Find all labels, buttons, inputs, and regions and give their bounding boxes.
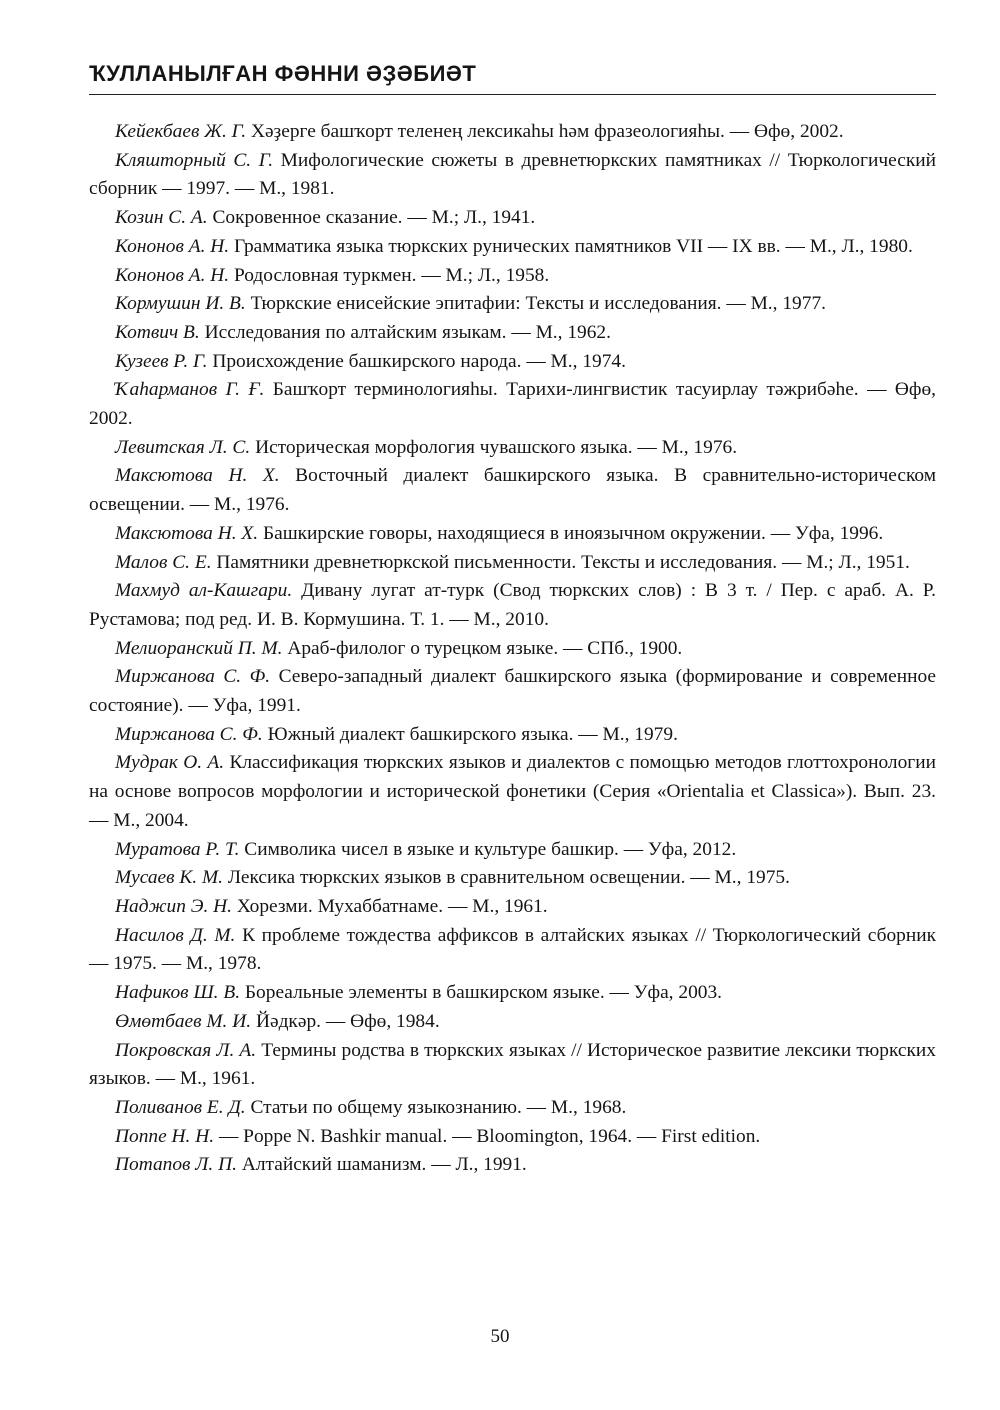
entry-text: Алтайский шаманизм. — Л., 1991.: [236, 1154, 527, 1176]
bibliography-entry: [89, 1094, 936, 1123]
entry-text: — Poppe N. Bashkir manual. — Bloomington, 1964. — First edition.: [214, 1125, 761, 1147]
entry-author: Кононов А. Н.: [115, 235, 230, 257]
bibliography-entry: [89, 118, 936, 147]
entry-text: Происхождение башкирского народа. — М., 1974.: [207, 350, 626, 372]
entry-text: Историческая морфология чувашского языка. — М., 1976.: [250, 436, 738, 458]
entry-text: Лексика тюркских языков в сравнительном освещении. — М., 1975.: [223, 867, 790, 889]
bibliography-entry: [89, 577, 936, 634]
entry-author: Козин С. А.: [115, 207, 208, 229]
entry-author: Наджип Э. Н.: [115, 895, 233, 917]
entry-text: Памятники древнетюркской письменности. Тексты и исследования. — М.; Л., 1951.: [211, 551, 910, 573]
entry-text: Башкирские говоры, находящиеся в иноязычном окружении. — Уфа, 1996.: [258, 522, 884, 544]
entry-text: Башҡорт терминологияһы. Тарихи-лингвистик тасуирлау тәжрибәһе. — Өфө, 2002.: [89, 379, 936, 430]
entry-author: Мусаев К. М.: [115, 867, 224, 889]
bibliography-entry: [89, 348, 936, 377]
bibliography-entry: [89, 204, 936, 233]
entry-text: Термины родства в тюркских языках // Историческое развитие лексики тюркских языков. — М., 1961.: [89, 1039, 937, 1090]
entry-author: Өмөтбаев М. И.: [115, 1010, 252, 1032]
entry-author: Муратова Р. Т.: [115, 838, 240, 860]
entry-author: Нафиков Ш. В.: [115, 982, 241, 1004]
bibliography-entry: [89, 434, 936, 463]
entry-text: Статьи по общему языкознанию. — М., 1968.: [245, 1096, 627, 1118]
entry-author: Мелиоранский П. М.: [115, 637, 283, 659]
bibliography-entry: [89, 635, 936, 664]
bibliography-entry: [89, 922, 936, 979]
entry-author: Кейекбаев Ж. Г.: [115, 121, 247, 142]
bibliography-entry: [89, 147, 936, 204]
entry-author: Мудрак О. А.: [115, 752, 225, 774]
bibliography-entry: [89, 1151, 936, 1180]
bibliography-entry: [89, 979, 936, 1008]
entry-author: Кононов А. Н.: [115, 264, 230, 286]
bibliography-entry: [89, 721, 936, 750]
entry-author: Миржанова С. Ф.: [115, 666, 271, 688]
entry-text: Северо-западный диалект башкирского языка (формирование и современное состояние). — Уфа, 1991.: [89, 666, 937, 717]
entry-text: Хәҙерге башҡорт теленең лексикаһы һәм фразеологияһы. — Өфө, 2002.: [246, 121, 844, 142]
entry-author: Малов С. Е.: [115, 551, 212, 573]
bibliography-entry: [89, 290, 936, 319]
entry-author: Кляшторный С. Г.: [115, 149, 274, 171]
entry-author: Потапов Л. П.: [115, 1154, 237, 1176]
entry-author: Кузеев Р. Г.: [115, 350, 208, 372]
bibliography-entry: [89, 262, 936, 291]
entry-text: Грамматика языка тюркских рунических памятников VII — IX вв. — М., Л., 1980.: [229, 235, 913, 257]
entry-author: Покровская Л. А.: [115, 1039, 257, 1061]
entry-text: Араб-филолог о турецком языке. — СПб., 1900.: [282, 637, 683, 659]
entry-author: Кормушин И. В.: [115, 293, 246, 315]
entry-text: Тюркские енисейские эпитафии: Тексты и исследования. — М., 1977.: [245, 293, 826, 315]
entry-text: Восточный диалект башкирского языка. В сравнительно-историческом освещении. — М., 1976.: [89, 465, 936, 516]
bibliography-entry: [89, 836, 936, 865]
entry-text: Бореальные элементы в башкирском языке. — Уфа, 2003.: [240, 982, 723, 1004]
page-number: 50: [490, 1326, 510, 1347]
bibliography-entry: [89, 1123, 936, 1152]
bibliography-entry: [89, 1008, 936, 1037]
bibliography-entry: [89, 319, 936, 348]
bibliography-entry: [89, 1037, 936, 1094]
entry-author: Насилов Д. М.: [115, 924, 236, 946]
entry-author: Ҡаһарманов Г. Ғ.: [115, 379, 265, 401]
bibliography-list: [89, 118, 936, 1180]
bibliography-entry: [89, 376, 936, 433]
entry-author: Махмуд ал-Кашгари.: [115, 580, 293, 602]
entry-text: К проблеме тождества аффиксов в алтайских языках // Тюркологический сборник — 1975. — М., 1978.: [89, 924, 937, 975]
bibliography-entry: [89, 749, 936, 835]
bibliography-entry: [89, 462, 936, 519]
entry-author: Котвич В.: [115, 321, 200, 343]
entry-text: Хорезми. Мухаббатнаме. — М., 1961.: [232, 895, 548, 917]
entry-text: Родословная туркмен. — М.; Л., 1958.: [229, 264, 550, 286]
bibliography-entry: [89, 893, 936, 922]
bibliography-entry: [89, 549, 936, 578]
entry-text: Йәдкәр. — Өфө, 1984.: [251, 1010, 440, 1032]
entry-text: Исследования по алтайским языкам. — М., 1962.: [199, 321, 611, 343]
entry-text: Сокровенное сказание. — М.; Л., 1941.: [207, 207, 536, 229]
entry-text: Символика чисел в языке и культуре башкир. — Уфа, 2012.: [239, 838, 737, 860]
bibliography-entry: [89, 520, 936, 549]
bibliography-entry: [89, 864, 936, 893]
bibliography-entry: [89, 233, 936, 262]
entry-author: Поппе Н. Н.: [115, 1125, 215, 1147]
entry-author: Поливанов Е. Д.: [115, 1096, 246, 1118]
entry-text: Мифологические сюжеты в древнетюркских памятниках // Тюркологический сборник — 1997. — М., 1981.: [89, 149, 936, 200]
entry-text: Южный диалект башкирского языка. — М., 1979.: [262, 723, 678, 745]
bibliography-entry: [89, 663, 936, 720]
entry-text: Классификация тюркских языков и диалектов с помощью методов глоттохронологии на основе вопросов морфологии и исторической фонетики (Серия «Orientalia et Classica»). Вып. 23. — М., 2004.: [89, 752, 936, 831]
entry-author: Миржанова С. Ф.: [115, 723, 263, 745]
entry-author: Максютова Н. Х.: [115, 522, 259, 544]
entry-author: Максютова Н. Х.: [115, 465, 280, 487]
entry-author: Левитская Л. С.: [115, 436, 251, 458]
running-head: ҠУЛЛАНЫЛҒАН ФӘННИ ӘҘӘБИӘТ: [89, 61, 477, 86]
entry-text: Дивану лугат ат-турк (Свод тюркских слов) : В 3 т. / Пер. с араб. А. Р. Рустамова; под ред. И. В. Кормушина. Т. 1. — М., 2010.: [89, 580, 936, 630]
header-rule: [89, 94, 936, 95]
